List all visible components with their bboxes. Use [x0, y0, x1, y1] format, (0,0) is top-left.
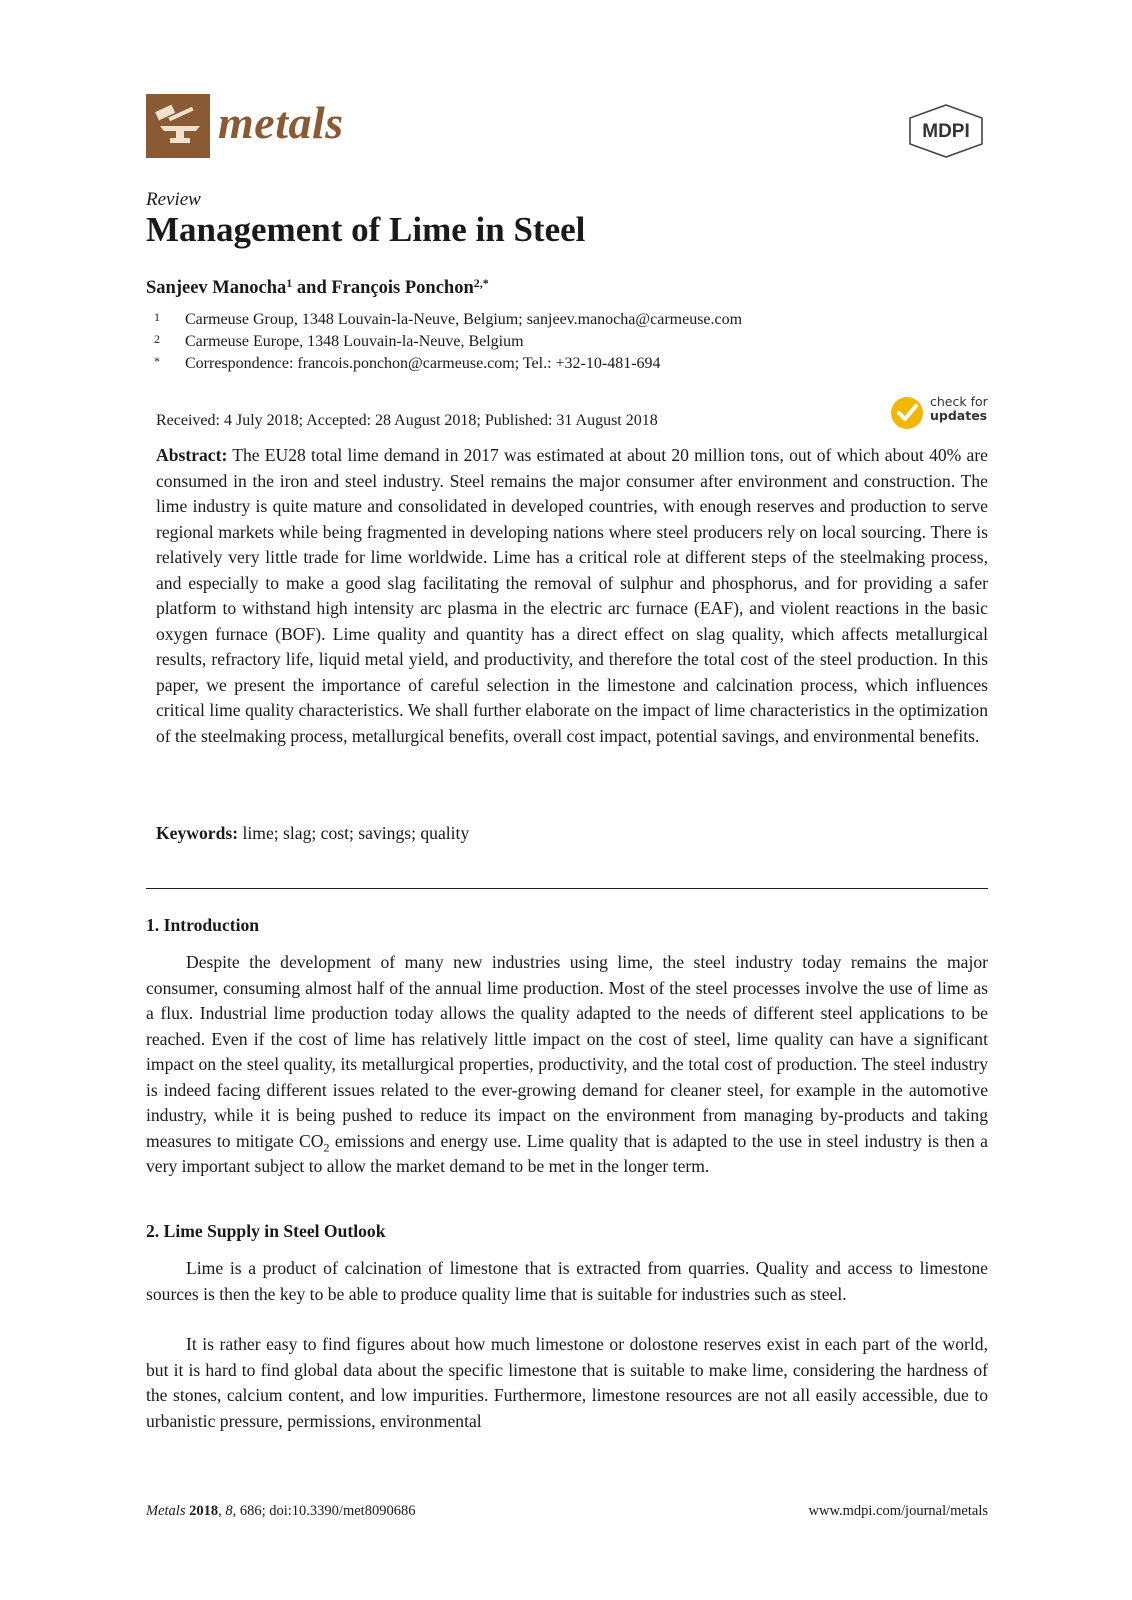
section-heading: 1. Introduction — [146, 915, 260, 935]
correspondence — [154, 354, 661, 373]
abstract-text: The EU28 total lime demand in 2017 was estimated at about 20 million tons, out of which about 40% are consumed in the iron and steel industry. Steel remains the major consumer after environment and construction. The lime industry is quite mature and consolidated in developed countries, with enough reserves and production to serve regional markets while being fragmented in developing nations where steel producers rely on local sourcing. There is relatively very little trade for lime worldwide. Lime has a critical role at different steps of the steelmaking process, and especially to make a good slag facilitating the removal of sulphur and phosphorus, and for providing a safer platform to withstand high intensity arc plasma in the electric arc furnace (EAF), and violent reactions in the basic oxygen furnace (BOF). Lime quality and quantity has a direct effect on slag quality, which affects metallurgical results, refractory life, liquid metal yield, and productivity, and therefore the total cost of the steel production. In this paper, we present the importance of careful selection in the limestone and calcination process, which influences critical lime quality characteristics. We shall further elaborate on the impact of lime characteristics in the optimization of the steelmaking process, metallurgical benefits, overall cost impact, potential savings, and environmental benefits. — [156, 445, 988, 746]
keywords — [156, 823, 469, 844]
section-paragraph: It is rather easy to find figures about how much limestone or dolostone reserves exist in each part of the world, but it is hard to find global data about the specific limestone that is suitable to make lime, considering the hardness of the stones, calcium content, and low impurities. Furthermore, limestone resources are not all easily accessible, due to urbanistic pressure, permissions, environmental — [146, 1334, 988, 1431]
section-paragraph — [146, 950, 988, 1180]
affiliation — [154, 332, 524, 351]
section-heading: 2. Lime Supply in Steel Outlook — [146, 1221, 386, 1241]
author-name[interactable]: François Ponchon — [331, 278, 474, 298]
mdpi-logo-text: MDPI — [922, 121, 970, 142]
publication-dates: Received: 4 July 2018; Accepted: 28 August 2018; Published: 31 August 2018 — [156, 412, 658, 429]
affiliation-text: Carmeuse Group, 1348 Louvain-la-Neuve, Belgium; sanjeev.manocha@carmeuse.com — [185, 311, 743, 328]
paragraph-text: Despite the development of many new industries using lime, the steel industry today remains the major consumer, consuming almost half of the annual lime production. Most of the steel processes involve the use of lime as a flux. Industrial lime production today allows the quality adapted to the needs of different steel applications to be reached. Even if the cost of lime has relatively little impact on the cost of steel, lime quality can have a significant impact on the steel quality, its metallurgical properties, productivity, and the total cost of production. The steel industry is indeed facing different issues related to the ever-growing demand for cleaner steel, for example in the automotive industry, while it is being pushed to reduce its impact on the environment from managing by-products and taking measures to mitigate CO — [146, 952, 988, 1151]
author-name[interactable]: Sanjeev Manocha — [146, 278, 287, 298]
footer-volume: 8 — [225, 1503, 233, 1519]
check-badge-icon — [890, 395, 926, 431]
author-affiliation-mark: 1 — [286, 276, 293, 290]
journal-logo-icon — [146, 94, 210, 158]
footer-url[interactable]: www.mdpi.com/journal/metals — [808, 1503, 988, 1519]
subscript: 2 — [323, 1140, 330, 1155]
check-updates-line1: check for — [930, 394, 988, 409]
footer-citation: Metals 2018, 8, 686; doi:10.3390/met8090686 — [146, 1503, 416, 1519]
section-paragraph: Lime is a product of calcination of limestone that is extracted from quarries. Quality and access to limestone sources is then the key to be able to produce quality lime that is suitable for industries such as steel. — [146, 1258, 988, 1304]
check-for-updates-badge[interactable] — [890, 395, 990, 431]
affiliation-mark: * — [154, 354, 160, 368]
section-divider — [146, 888, 988, 889]
author-affiliation-mark: 2,* — [473, 276, 489, 290]
authors — [146, 278, 489, 299]
journal-name: metals — [218, 97, 344, 148]
affiliation — [154, 310, 742, 329]
footer-doi[interactable]: , 686; doi:10.3390/met8090686 — [232, 1503, 416, 1519]
affiliation-text: Carmeuse Europe, 1348 Louvain-la-Neuve, Belgium — [185, 333, 524, 350]
affiliation-mark: 2 — [154, 332, 160, 346]
abstract — [156, 443, 988, 749]
article-title: Management of Lime in Steel — [146, 210, 586, 249]
correspondence-text: Correspondence: francois.ponchon@carmeuse.com; Tel.: +32-10-481-694 — [185, 355, 661, 372]
keywords-label: Keywords: — [156, 823, 239, 843]
footer-journal: Metals — [146, 1503, 186, 1519]
check-updates-line2: updates — [930, 408, 988, 423]
keywords-text: lime; slag; cost; savings; quality — [242, 823, 470, 843]
article-type: Review — [146, 189, 201, 210]
author-join: and — [296, 278, 327, 298]
abstract-label: Abstract: — [156, 445, 228, 465]
affiliation-mark: 1 — [154, 310, 160, 324]
paragraph-text: emissions and energy use. Lime quality that is adapted to the use in steel industry is then a very important subject to allow the market demand to be met in the longer term. — [146, 1130, 988, 1176]
footer-year: 2018 — [189, 1503, 219, 1519]
mdpi-logo-icon — [906, 104, 986, 158]
